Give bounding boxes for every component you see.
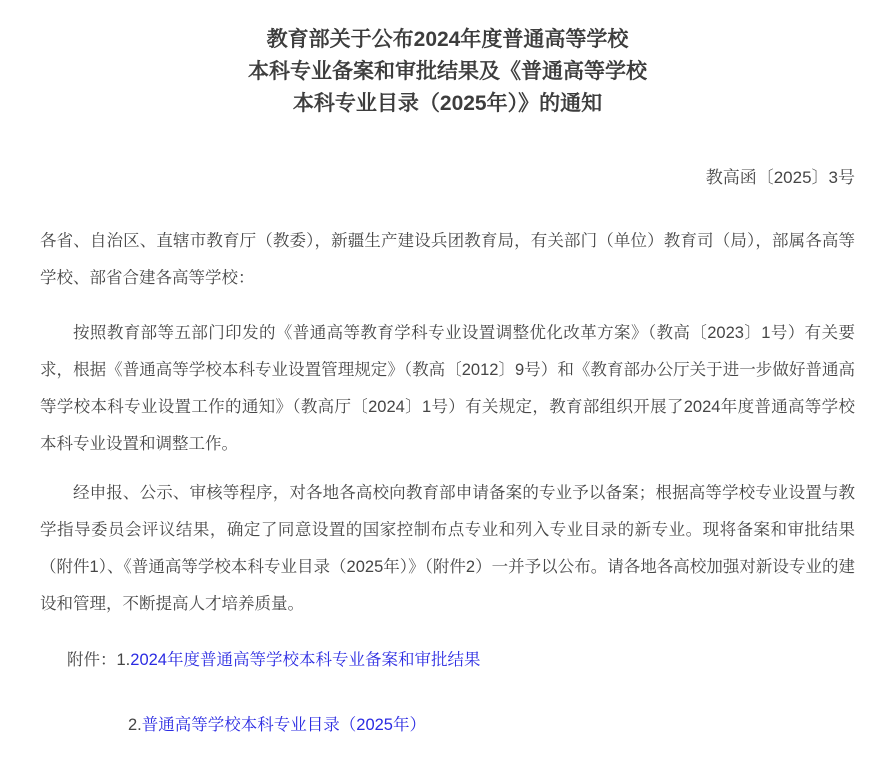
paragraph-results: 经申报、公示、审核等程序，对各地各高校向教育部申请备案的专业予以备案；根据高等学校专业设置与教学指导委员会评议结果，确定了同意设置的国家控制布点专业和列入专业目录的新专业。现将备案和审批结果（附件1）、《普通高等学校本科专业目录（2025年）》（附件2）一并予以公布。请各地各高校加强对新设专业的建设和管理，不断提高人才培养质量。 [40,484,855,613]
notice-title-line-2: 本科专业备案和审批结果及《普通高等学校 [248,60,647,83]
attachment-number-2: 2. [128,716,142,734]
doc-number: 教高函〔2025〕3号 [705,168,855,187]
attachment-number-1: 1. [116,651,131,669]
attachment-line-2 [40,707,855,744]
notice-title [40,24,855,120]
notice-title-line-3: 本科专业目录（2025年）》的通知 [292,92,603,115]
attachment-link-1[interactable]: 2024年度普通高等学校本科专业备案和审批结果 [130,651,481,669]
notice-title-line-1: 教育部关于公布2024年度普通高等学校 [266,28,629,51]
attachment-line-1 [40,642,855,679]
attachment-label: 附件： [67,651,117,669]
paragraph-basis: 按照教育部等五部门印发的《普通高等教育学科专业设置调整优化改革方案》（教高〔2023〕1号）有关要求，根据《普通高等学校本科专业设置管理规定》（教高〔2012〕9号）和《教育部办公厅关于进一步做好普通高等学校本科专业设置工作的通知》（教高厅〔2024〕1号）有关规定，教育部组织开展了2024年度普通高等学校本科专业设置和调整工作。 [40,324,855,453]
attachment-link-2[interactable]: 普通高等学校本科专业目录（2025年） [141,716,426,734]
salutation: 各省、自治区、直辖市教育厅（教委），新疆生产建设兵团教育局，有关部门（单位）教育司（局），部属各高等学校、部省合建各高等学校： [40,232,855,287]
